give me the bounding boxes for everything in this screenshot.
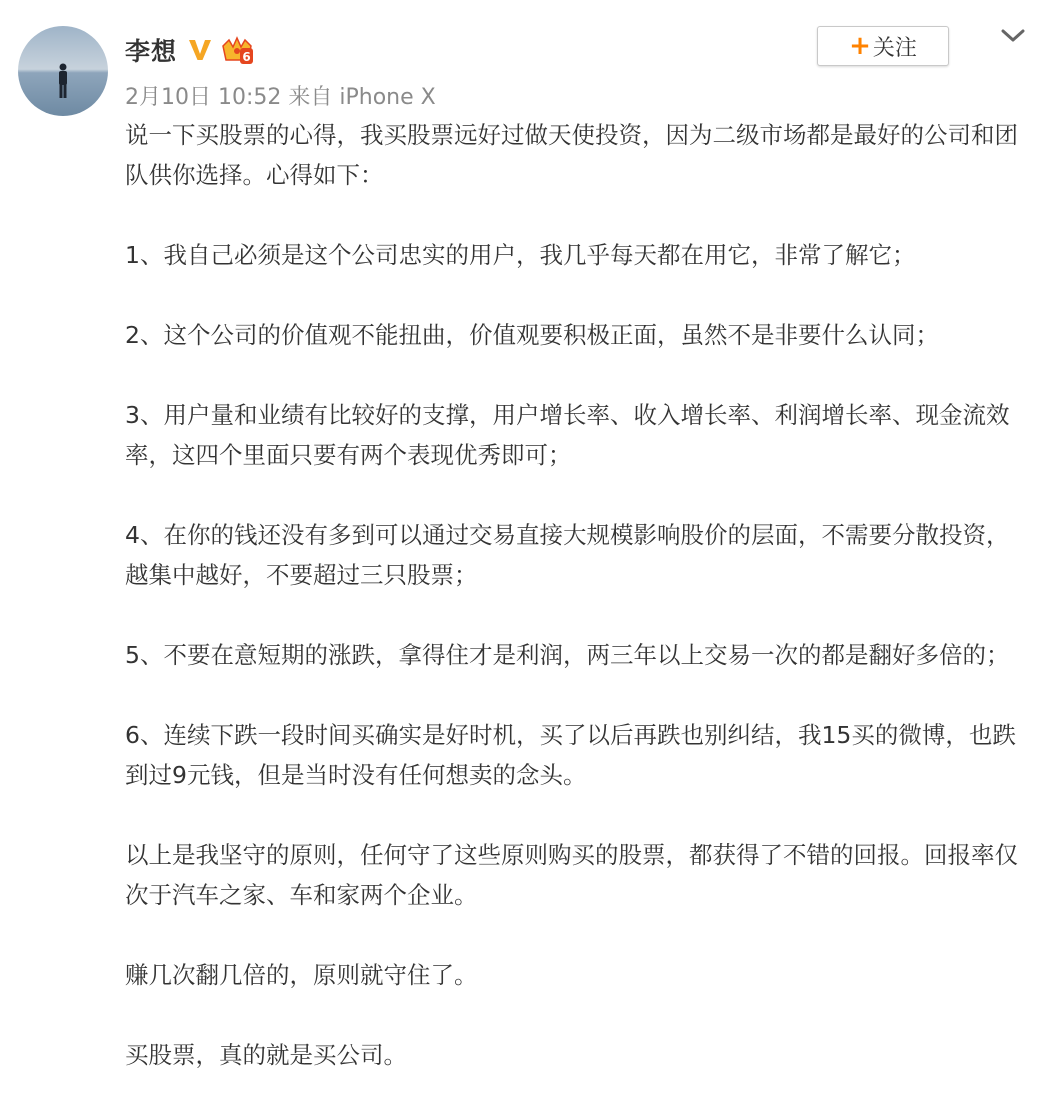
post-content: [125, 115, 1030, 1115]
v-verified-icon: [187, 37, 213, 63]
avatar[interactable]: [18, 26, 108, 116]
post-paragraph: 3、用户量和业绩有比较好的支撑，用户增长率、收入增长率、利润增长率、现金流效率，这四个里面只要有两个表现优秀即可；: [125, 401, 1010, 469]
user-header: [125, 32, 253, 68]
post-timestamp[interactable]: 2月10日 10:52: [125, 85, 282, 110]
post-paragraph: 1、我自己必须是这个公司忠实的用户，我几乎每天都在用它，非常了解它；: [125, 241, 916, 269]
crown-vip-icon[interactable]: [221, 36, 253, 64]
avatar-figure: [57, 63, 69, 99]
post-paragraph: 赚几次翻几倍的，原则就守住了。: [125, 961, 478, 989]
plus-icon: +: [849, 31, 871, 61]
post-paragraph: 4、在你的钱还没有多到可以通过交易直接大规模影响股价的层面，不需要分散投资，越集中越好，不要超过三只股票；: [125, 521, 1010, 589]
post-meta: [125, 80, 436, 111]
post-paragraph: 6、连续下跌一段时间买确实是好时机，买了以后再跌也别纠结，我15买的微博，也跌到过9元钱，但是当时没有任何想卖的念头。: [125, 721, 1016, 789]
post-paragraph: 买股票，真的就是买公司。: [125, 1041, 407, 1069]
user-name[interactable]: 李想: [125, 37, 178, 66]
chevron-down-icon[interactable]: [998, 26, 1028, 46]
post-paragraph: 5、不要在意短期的涨跌，拿得住才是利润，两三年以上交易一次的都是翻好多倍的；: [125, 641, 1010, 669]
vip-level: 6: [242, 50, 251, 64]
post-paragraph: 2、这个公司的价值观不能扭曲，价值观要积极正面，虽然不是非要什么认同；: [125, 321, 939, 349]
post-source: 来自 iPhone X: [288, 85, 436, 110]
post-paragraph: 以上是我坚守的原则，任何守了这些原则购买的股票，都获得了不错的回报。回报率仅次于汽车之家、车和家两个企业。: [125, 841, 1018, 909]
follow-label: 关注: [872, 35, 917, 61]
follow-button[interactable]: [817, 26, 949, 66]
post-paragraph: 说一下买股票的心得，我买股票远好过做天使投资，因为二级市场都是最好的公司和团队供你选择。心得如下：: [125, 121, 1018, 189]
